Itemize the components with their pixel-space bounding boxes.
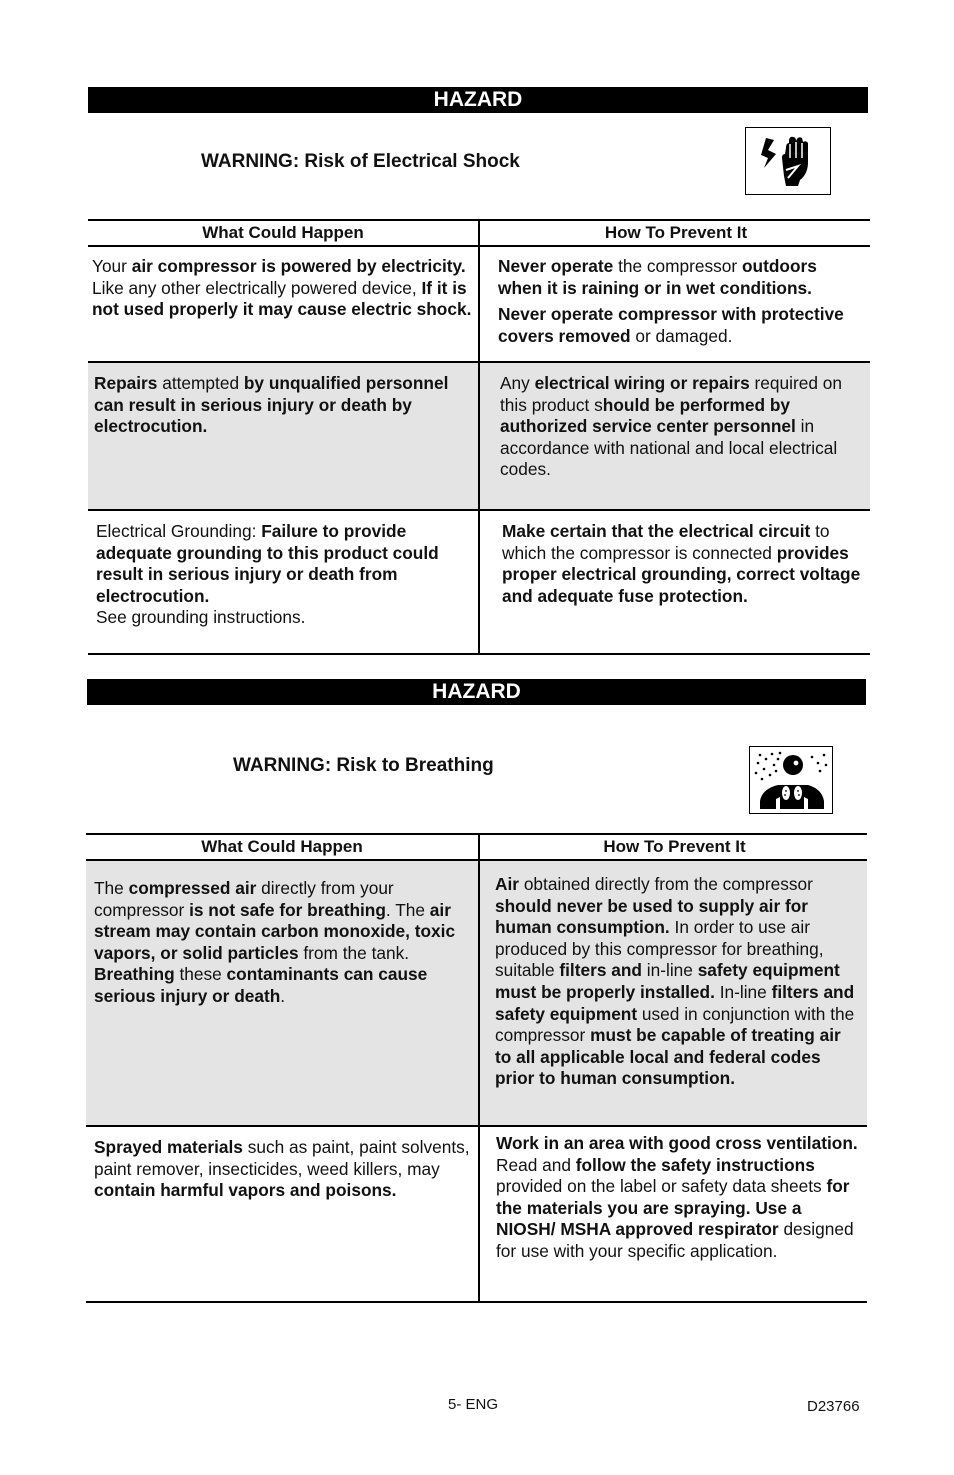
- table-row: [88, 363, 870, 511]
- how-to-prevent-cell: Air obtained directly from the compressor should never be used to supply air for human consumption. In order to use air produced by this compressor for breathing, suitable filters and in-line safety equipment must be properly installed. In-line filters and safety equipment used in conjunction with the compressor must be capable of treating air to all applicable local and federal codes prior to human consumption.: [478, 861, 867, 1125]
- table-row: [88, 247, 870, 363]
- header-how-to-prevent: How To Prevent It: [478, 835, 869, 859]
- how-to-prevent-cell: Work in an area with good cross ventilation. Read and follow the safety instructions provided on the label or safety data sheets for the materials you are spraying. Use a NIOSH/ MSHA approved respirator designed for use with your specific application.: [478, 1127, 867, 1301]
- electrical-hazard-table: [88, 219, 870, 655]
- header-what-could-happen: What Could Happen: [202, 223, 364, 242]
- hazard-banner-electrical: HAZARD: [88, 87, 868, 113]
- what-could-happen-cell: Your air compressor is powered by electricity. Like any other electrically powered device, If it is not used properly it may cause electric shock.: [92, 256, 472, 320]
- what-could-happen-cell: Electrical Grounding: Failure to provide adequate grounding to this product could result in serious injury or death from electrocution. See grounding instructions.: [96, 521, 439, 628]
- header-how-to-prevent: How To Prevent It: [478, 221, 872, 245]
- table-row: [86, 1127, 867, 1303]
- what-could-happen-cell: Repairs attempted by unqualified personnel can result in serious injury or death by electrocution.: [94, 373, 449, 437]
- how-to-prevent-cell: Never operate the compressor outdoors when it is raining or in wet conditions. Never operate compressor with protective covers removed or damaged.: [478, 247, 870, 361]
- respiratory-hazard-icon: [749, 746, 833, 814]
- how-to-prevent-cell: Make certain that the electrical circuit to which the compressor is connected provides proper electrical grounding, correct voltage and adequate fuse protection.: [478, 511, 870, 653]
- breathing-hazard-table: [86, 833, 867, 1303]
- table-header: [88, 219, 870, 247]
- document-code: D23766: [807, 1398, 860, 1415]
- hazard-banner-breathing: HAZARD: [87, 679, 866, 705]
- header-what-could-happen: What Could Happen: [201, 837, 363, 856]
- what-could-happen-cell: The compressed air directly from your compressor is not safe for breathing. The air stream may contain carbon monoxide, toxic vapors, or solid particles from the tank. Breathing these contaminants can cause serious injury or death.: [94, 878, 456, 1006]
- table-row: [86, 861, 867, 1127]
- table-row: [88, 511, 870, 655]
- warning-title-electrical: WARNING: Risk of Electrical Shock: [201, 151, 520, 172]
- what-could-happen-cell: Sprayed materials such as paint, paint solvents, paint remover, insecticides, weed killers, may contain harmful vapors and poisons.: [94, 1137, 470, 1201]
- table-header: [86, 833, 867, 861]
- how-to-prevent-cell: Any electrical wiring or repairs required on this product should be performed by authorized service center personnel in accordance with national and local electrical codes.: [478, 363, 870, 509]
- electrical-shock-icon: [745, 127, 831, 195]
- warning-title-breathing: WARNING: Risk to Breathing: [233, 755, 494, 776]
- page-number: 5- ENG: [448, 1396, 499, 1413]
